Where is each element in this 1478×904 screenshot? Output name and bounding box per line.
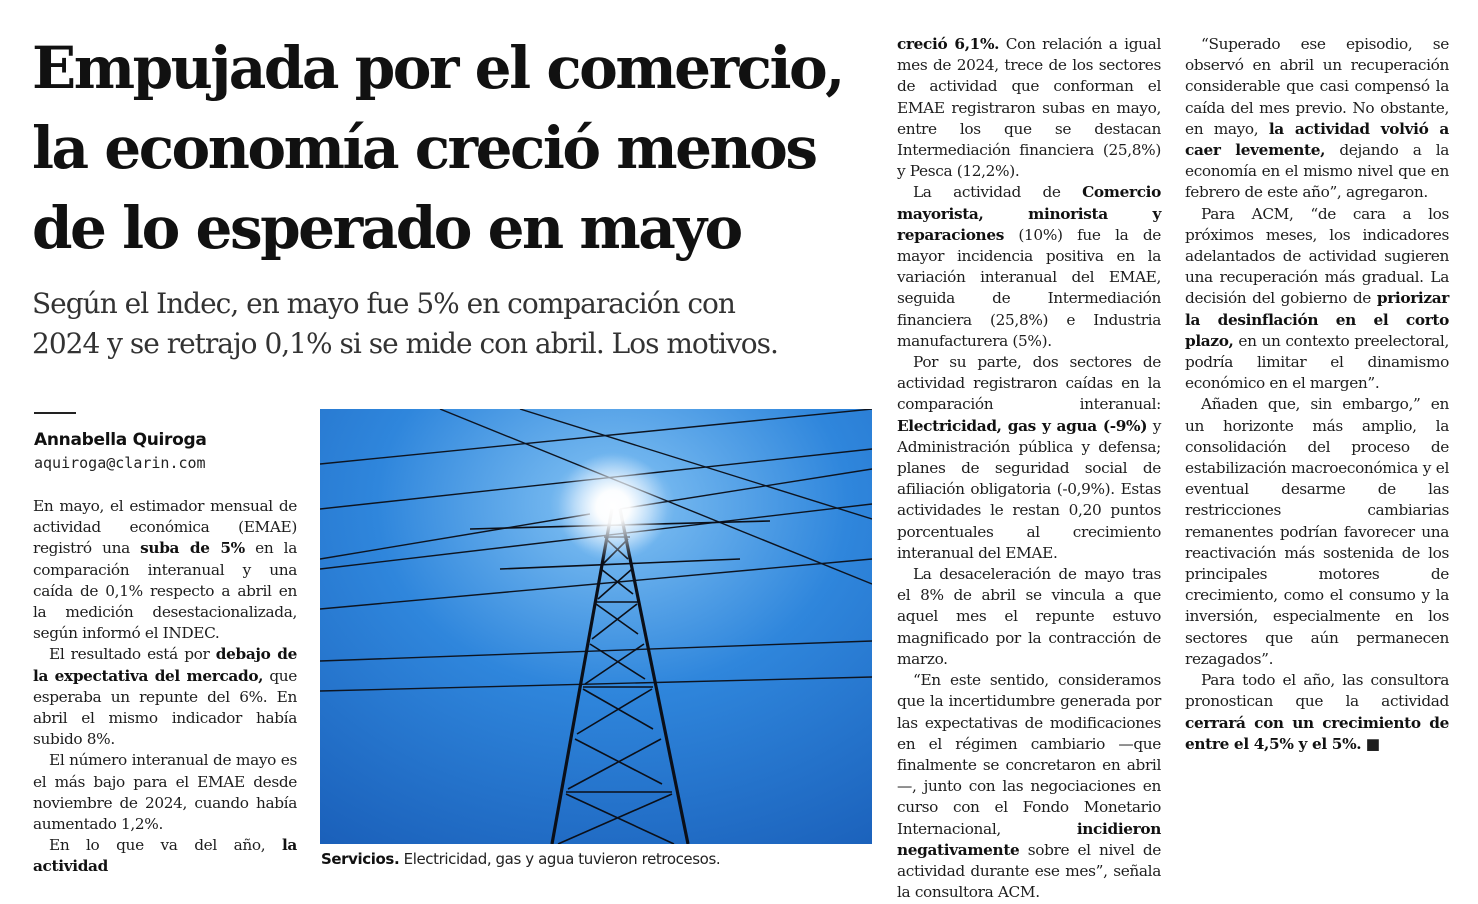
article-column-3 [1185, 34, 1449, 755]
paragraph: Para ACM, “de cara a los próximos meses, los indicadores adelantados de actividad sugieren una recuperación más gradual. La decisión del gobierno de priorizar la desinflación en el corto plazo, en un contexto preelectoral, podría limitar el dinamismo económico en el margen”. [1185, 204, 1449, 393]
subheadline-line-2: 2024 y se retrajo 0,1% si se mide con abril. Los motivos. [32, 327, 778, 360]
subheadline [32, 284, 862, 364]
headline-line-2: la economía creció menos [32, 114, 816, 182]
paragraph: El número interanual de mayo es el más bajo para el EMAE desde noviembre de 2024, cuando había aumentado 1,2%. [33, 751, 297, 834]
power-tower-photo [320, 409, 872, 844]
photo-caption [321, 850, 720, 868]
byline-divider [34, 412, 76, 414]
paragraph: El resultado está por debajo de la expectativa del mercado, que esperaba un repunte del 6%. En abril el mismo indicador había subido 8%. [33, 645, 297, 749]
paragraph: “Superado ese episodio, se observó en abril un recuperación considerable que casi compensó la caída del mes previo. No obstante, en mayo, la actividad volvió a caer levemente, dejando a la economía en el mismo nivel que en febrero de este año”, agregaron. [1185, 35, 1450, 202]
author-email[interactable]: aquiroga@clarin.com [34, 454, 206, 472]
paragraph: En mayo, el estimador mensual de actividad económica (EMAE) registró una suba de 5% en la comparación interanual y una caída de 0,1% respecto a abril en la medición desestacionalizada, según informó el INDEC. [33, 497, 297, 643]
paragraph: Añaden que, sin embargo,” en un horizonte más amplio, la consolidación del proceso de estabilización macroeconómica y el eventual desarme de las restricciones cambiarias remanentes podrían favorecer una reactivación más sostenida de los principales motores de crecimiento, como el consumo y la inversión, especialmente en los sectores que aún permanecen rezagados”. [1185, 395, 1449, 668]
subheadline-line-1: Según el Indec, en mayo fue 5% en comparación con [32, 287, 735, 320]
paragraph: Por su parte, dos sectores de actividad registraron caídas en la comparación interanual: Electricidad, gas y agua (-9%) y Administración pública y defensa; planes de seguridad social de afiliación obligatoria (-0,9%). Estas actividades le restan 0,20 puntos porcentuales al crecimiento interanual del EMAE. [897, 353, 1161, 562]
headline [32, 28, 862, 268]
headline-line-1: Empujada por el comercio, [32, 34, 843, 102]
paragraph: “En este sentido, consideramos que la incertidumbre generada por las expectativas de modificaciones en el régimen cambiario —que finalmente se concretaron en abril—, junto con las negociaciones en curso con el Fondo Monetario Internacional, incidieron negativamente sobre el nivel de actividad durante ese mes”, señala la consultora ACM. [897, 671, 1161, 902]
paragraph: Para todo el año, las consultora pronostican que la actividad cerrará con un crecimiento de entre el 4,5% y el 5%. ■ [1185, 671, 1449, 753]
paragraph: La actividad de Comercio mayorista, minorista y reparaciones (10%) fue la de mayor incidencia positiva en la variación interanual del EMAE, seguida de Intermediación financiera (25,8%) e Industria manufacturera (5%). [897, 183, 1161, 350]
article-column-2 [897, 34, 1161, 903]
headline-line-3: de lo esperado en mayo [32, 194, 741, 262]
paragraph: En lo que va del año, la actividad [33, 836, 297, 876]
caption-label: Servicios. [321, 850, 400, 868]
author-name: Annabella Quiroga [34, 430, 207, 450]
paragraph: creció 6,1%. Con relación a igual mes de 2024, trece de los sectores de actividad que conforman el EMAE registraron subas en mayo, entre los que se destacan Intermediación financiera (25,8%) y Pesca (12,2%). [897, 35, 1161, 181]
end-mark: ■ [1361, 734, 1380, 753]
caption-text: Electricidad, gas y agua tuvieron retrocesos. [399, 850, 721, 868]
paragraph: La desaceleración de mayo tras el 8% de abril se vincula a que aquel mes el repunte estuvo magnificado por la contracción de marzo. [897, 565, 1161, 668]
article-column-1 [33, 496, 297, 878]
